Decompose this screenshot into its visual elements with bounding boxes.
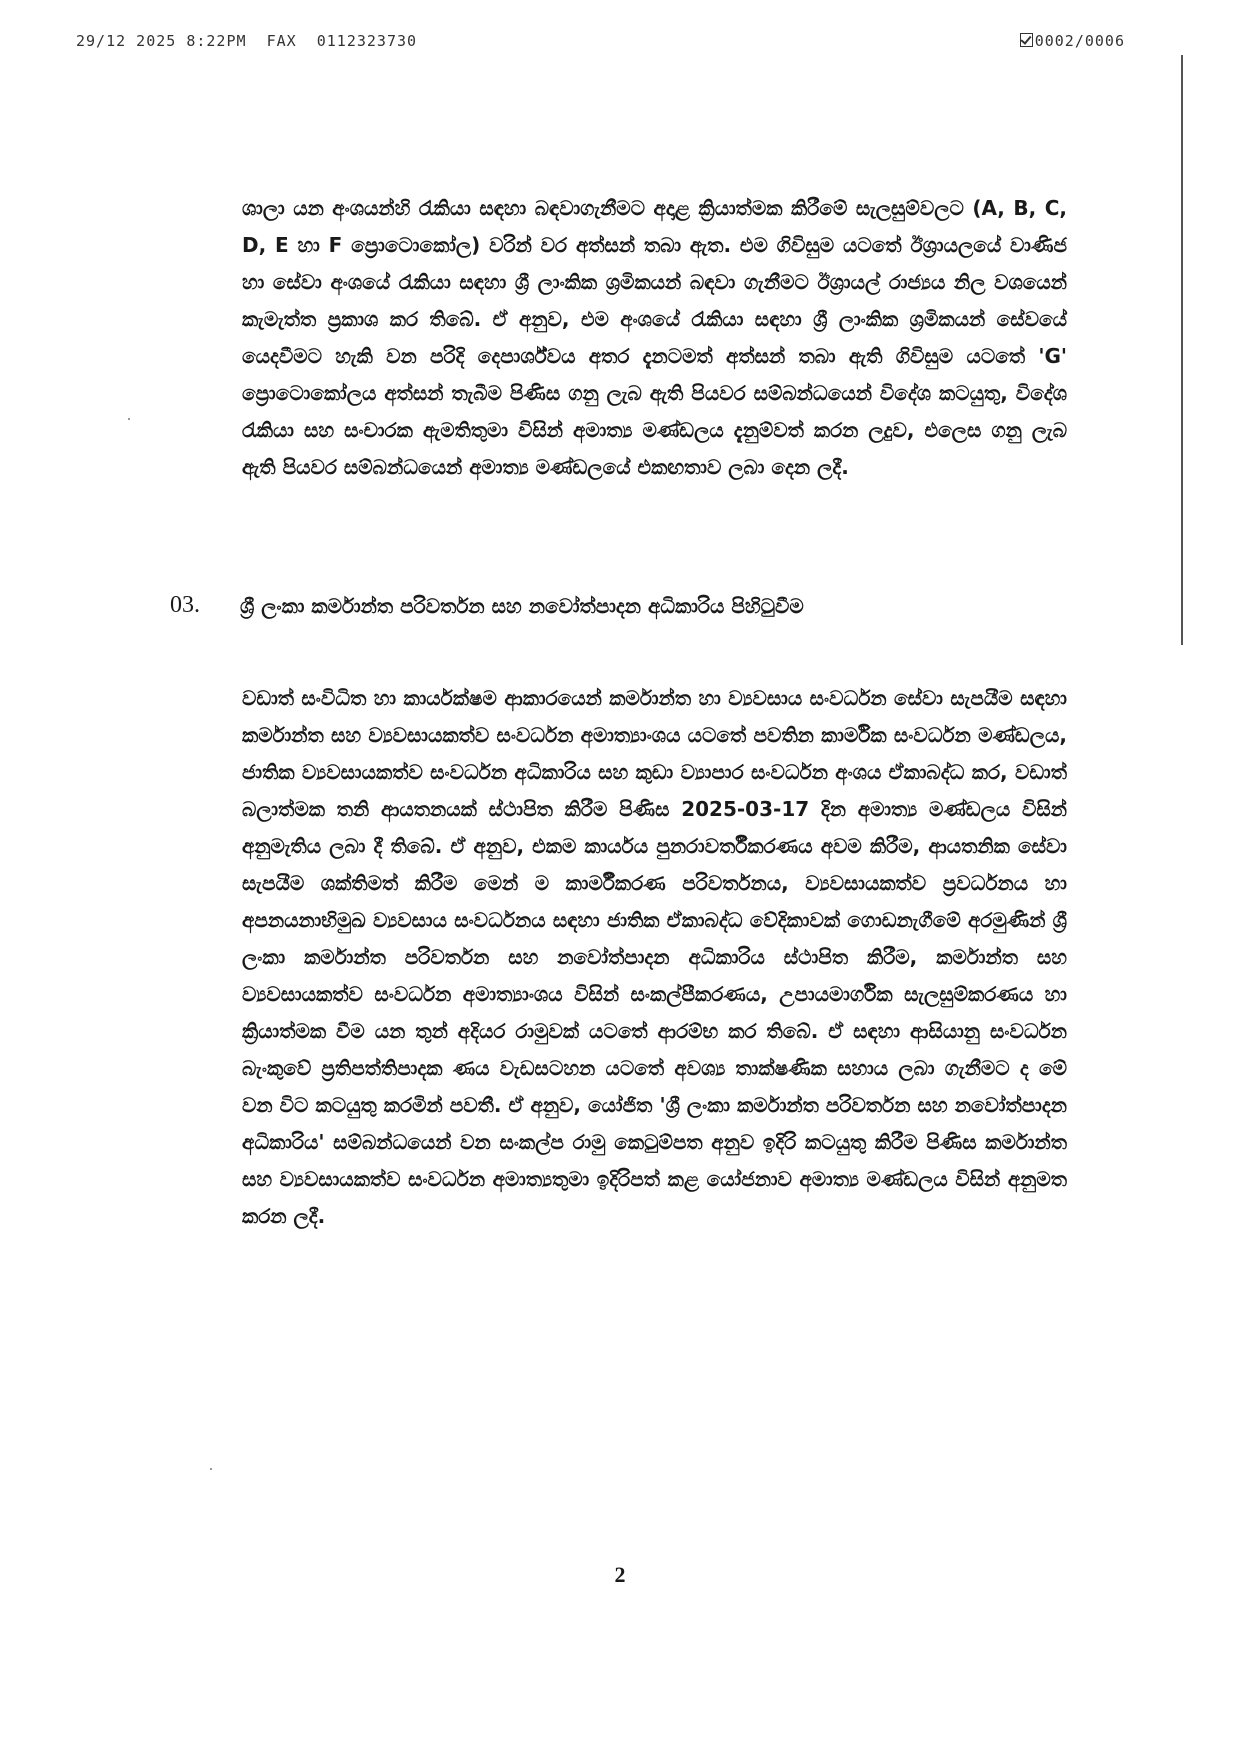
- section-body-paragraph: වඩාත් සංවිධිත හා කාර්යක්ෂම ආකාරයෙන් කර්මාන්ත හා ව්‍යවසාය සංවර්ධන සේවා සැපයීම සඳහා කර්මාන්ත සහ ව්‍යවසායකත්ව සංවර්ධන අමාත්‍යාංශය යටතේ පවතින කාර්මික සංවර්ධන මණ්ඩලය, ජාතික ව්‍යවසායකත්ව සංවර්ධන අධිකාරිය සහ කුඩා ව්‍යාපාර සංවර්ධන අංශය ඒකාබද්ධ කර, වඩාත් බලාත්මක තනි ආයතනයක් ස්ථාපිත කිරීම පිණිස 2025-03-17 දින අමාත්‍ය මණ්ඩලය විසින් අනුමැතිය ලබා දී තිබේ. ඒ අනුව, එකම කාර්යය පුනරාවර්තීකරණය අවම කිරීම, ආයතනික සේවා සැපයීම ශක්තිමත් කිරීම මෙන් ම කාර්මීකරණ පරිවර්තනය, ව්‍යවසායකත්ව ප්‍රවර්ධනය හා අපනයනාභිමුඛ ව්‍යවසාය සංවර්ධනය සඳහා ජාතික ඒකාබද්ධ වේදිකාවක් ගොඩනැගීමේ අරමුණින් ශ්‍රී ලංකා කර්මාන්ත පරිවර්තන සහ නවෝත්පාදන අධිකාරිය ස්ථාපිත කිරීම, කර්මාන්ත සහ ව්‍යවසායකත්ව සංවර්ධන අමාත්‍යාංශය විසින් සංකල්පීකරණය, උපායමාර්ගික සැලසුම්කරණය හා ක්‍රියාත්මක වීම යන තුන් අදියර රාමුවක් යටතේ ආරම්භ කර තිබේ. ඒ සඳහා ආසියානු සංවර්ධන බැංකුවේ ප්‍රතිපත්තිපාදක ණය වැඩසටහන යටතේ අවශ්‍ය තාක්ෂණික සහාය ලබා ගැනීමට ද මේ වන විට කටයුතු කරමින් පවතී. ඒ අනුව, යෝජිත 'ශ්‍රී ලංකා කර්මාන්ත පරිවර්තන සහ නවෝත්පාදන අධිකාරිය' සම්බන්ධයෙන් වන සංකල්ප රාමු කෙටුම්පත අනුව ඉදිරි කටයුතු කිරීම පිණිස කර්මාන්ත සහ ව්‍යවසායකත්ව සංවර්ධන අමාත්‍යතුමා ඉදිරිපත් කළ යෝජනාව අමාත්‍ය මණ්ඩලය විසින් අනුමත කරන ලදී.: [242, 686, 1068, 1228]
- scan-edge-line: [1181, 55, 1183, 645]
- fax-page-counter: [1020, 32, 1125, 50]
- checkbox-icon: [1020, 33, 1033, 47]
- section-heading: [170, 592, 1070, 632]
- section-title: ශ්‍රී ලංකා කර්මාන්ත පරිවර්තන සහ නවෝත්පාදන අධිකාරිය පිහිටුවීම: [240, 594, 804, 618]
- fax-page-count: 0002/0006: [1034, 32, 1125, 50]
- fax-header: [76, 32, 1125, 52]
- page-number: 2: [614, 1562, 626, 1587]
- scan-speck: [128, 418, 130, 420]
- scan-speck: [210, 1468, 212, 1470]
- paragraph-continued: ශාලා යන අංශයන්හි රැකියා සඳහා බඳවාගැනීමට අදාළ ක්‍රියාත්මක කිරීමේ සැලසුම්වලට (A, B, C, D, E හා F ප්‍රොටොකෝල) වරින් වර අත්සන් තබා ඇත. එම ගිවිසුම යටතේ ඊශ්‍රායලයේ වාණිජ හා සේවා අංශයේ රැකියා සඳහා ශ්‍රී ලාංකික ශ්‍රමිකයන් බඳවා ගැනීමට ඊශ්‍රායල් රාජ්‍යය නිල වශයෙන් කැමැත්ත ප්‍රකාශ කර තිබේ. ඒ අනුව, එම අංශයේ රැකියා සඳහා ශ්‍රී ලාංකික ශ්‍රමිකයන් සේවයේ යෙදවීමට හැකි වන පරිදි දෙපාර්ශ්වය අතර දැනටමත් අත්සන් තබා ඇති ගිවිසුම යටතේ 'G' ප්‍රොටොකෝලය අත්සන් තැබීම පිණිස ගනු ලැබ ඇති පියවර සම්බන්ධයෙන් විදේශ කටයුතු, විදේශ රැකියා සහ සංචාරක ඇමතිතුමා විසින් අමාත්‍ය මණ්ඩලය දැනුම්වත් කරන ලදුව, එලෙස ගනු ලැබ ඇති පියවර සම්බන්ධයෙන් අමාත්‍ය මණ්ඩලයේ එකඟතාව ලබා දෙන ලදී.: [242, 196, 1067, 479]
- section-number: 03.: [170, 592, 200, 618]
- fax-transmission-info: 29/12 2025 8:22PM FAX 0112323730: [76, 32, 418, 50]
